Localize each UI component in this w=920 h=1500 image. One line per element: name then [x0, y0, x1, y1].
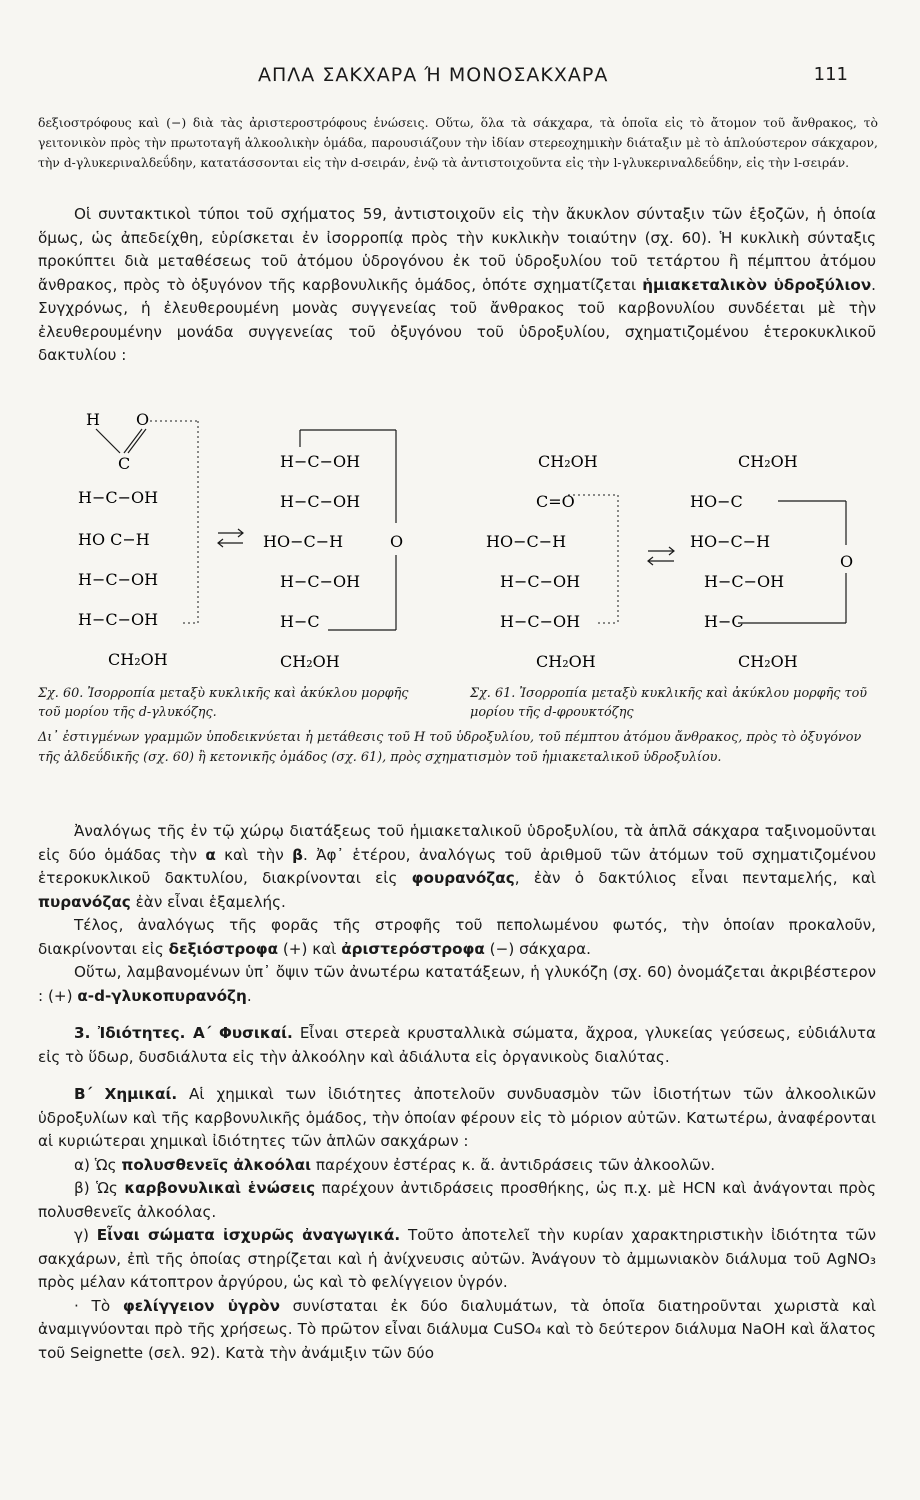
para-rotation: [38, 914, 876, 961]
text: , ἐὰν ὁ δακτύλιος εἶναι πενταμελής, καὶ: [514, 869, 876, 887]
text: (−) σάκχαρα.: [484, 939, 591, 958]
row-5: H−C−OH: [500, 612, 581, 631]
term-pyranose: πυρανόζας: [38, 892, 131, 911]
section-heading-chemical: Β΄ Χημικαί.: [74, 1085, 178, 1103]
para-classification: [38, 820, 876, 914]
term-carbonyl-compounds: καρβονυλικαὶ ἑνώσεις: [124, 1179, 316, 1197]
text: παρέχουν ἐστέρας κ. ἄ. ἀντιδράσεις τῶν ἀλκοολῶν.: [311, 1155, 716, 1174]
carbon-1: C: [118, 454, 131, 473]
text: · Τὸ: [74, 1296, 123, 1315]
row-6: CH₂OH: [536, 652, 596, 671]
row-4: H−C−OH: [500, 572, 581, 591]
ring-row-3: HO−C−H: [690, 532, 771, 551]
atom-o: O: [136, 410, 150, 429]
ring-row-1: CH₂OH: [738, 452, 798, 471]
atom-h: H: [86, 410, 100, 429]
formula-diagram: [38, 405, 878, 675]
term-beta: β: [292, 845, 303, 864]
text: .: [246, 986, 252, 1005]
ring-row-6: CH₂OH: [738, 652, 798, 671]
row-2: C=O: [536, 492, 575, 511]
para-physical-properties: [38, 1022, 876, 1069]
text: Τέλος, ἀναλόγως τῆς φορᾶς τῆς στροφῆς τοῦ πεπολωμένου φωτός, τὴν ὁποίαν προκαλοῦν, διακρίνονται εἰς: [38, 916, 876, 958]
list-item-c: [38, 1224, 876, 1295]
text: Τοῦτο ἀποτελεῖ τὴν κυρίαν χαρακτηριστικὴν ἰδιότητα τῶν σακχάρων, ἐπὶ τῆς ὁποίας στηρίζεται καὶ ἡ ἀνίχνευσις αὐτῶν. Ἀνάγουν τὸ ἀμμωνιακὸν διάλυμα τοῦ AgNO₃ πρὸς μέλαν κάτοπτρον ἀργύρου, ὡς καὶ τὸ φελίγγειον ὑγρόν.: [38, 1226, 876, 1291]
row-3: HO C−H: [78, 530, 150, 549]
text: β) Ὡς: [74, 1179, 125, 1197]
term-reducing: Εἶναι σώματα ἰσχυρῶς ἀναγωγικά.: [96, 1226, 401, 1244]
caption-figure-60: Σχ. 60. Ἰσορροπία μεταξὺ κυκλικῆς καὶ ἀκύκλου μορφῆς τοῦ μορίου τῆς d-γλυκόζης.: [38, 686, 409, 720]
para-fehling: [38, 1295, 876, 1366]
row-3: HO−C−H: [486, 532, 567, 551]
text: συνίσταται ἐκ δύο διαλυμάτων, τὰ ὁποῖα διατηροῦνται χωριστὰ καὶ ἀναμιγνύονται πρὸ τῆς χρήσεως. Τὸ πρῶτον εἶναι διάλυμα CuSO₄ καὶ τὸ δεύτερον διάλυμα NaOH καὶ ἅλατος τοῦ Seignette (σελ. 92). Κατὰ τὴν ἀνάμιξιν τῶν δύο: [38, 1296, 876, 1362]
row-4: H−C−OH: [78, 570, 159, 589]
figure-60-open-chain: [78, 410, 198, 669]
text: Ἀναλόγως τῆς ἐν τῷ χώρῳ διατάξεως τοῦ ἡμιακεταλικοῦ ὑδροξυλίου, τὰ ἁπλᾶ σάκχαρα ταξινομοῦνται εἰς δύο ὁμάδας τὴν: [38, 822, 876, 864]
ring-row-1: H−C−OH: [280, 452, 361, 471]
term-alpha: α: [205, 845, 216, 864]
row-6: CH₂OH: [108, 650, 168, 669]
text: α) Ὡς: [74, 1155, 122, 1174]
text: ἐὰν εἶναι ἑξαμελής.: [130, 892, 286, 911]
term-dextrorotatory: δεξιόστροφα: [168, 939, 279, 958]
text: καὶ τὴν: [215, 845, 293, 864]
text: Οἱ συντακτικοὶ τύποι τοῦ σχήματος 59, ἀντιστοιχοῦν εἰς τὴν ἄκυκλον σύνταξιν τῶν ἑξοζῶν, ἡ ὁποία ὅμως, ὡς ἀπεδείχθη, εὑρίσκεται ἐν ἰσορροπίᾳ πρὸς τὴν κυκλικὴν τοιαύτην (σχ. 60). Ἡ κυκλικὴ σύνταξις προκύπτει διὰ μεταθέσεως τοῦ ἀτόμου ὑδρογόνου ἐκ τοῦ ὑδροξυλίου τοῦ τετάρτου ἢ πέμπτου ἀτόμου ἄνθρακος, πρὸς τὸ ὀξυγόνον τῆς καρβονυλικῆς ὁμάδος, ὁπότε σχηματίζεται: [38, 205, 876, 294]
text: γ): [74, 1226, 97, 1244]
running-title: ΑΠΛΑ ΣΑΚΧΑΡΑ Ή ΜΟΝΟΣΑΚΧΑΡΑ: [258, 64, 609, 86]
row-1: CH₂OH: [538, 452, 598, 471]
list-item-a: [38, 1154, 876, 1178]
text: παρέχουν ἀντιδράσεις προσθήκης, ὡς π.χ. μὲ HCN καὶ ἀνάγονται πρὸς πολυσθενεῖς ἀλκοόλας.: [38, 1179, 876, 1221]
structural-formulas: [38, 405, 878, 679]
list-item-b: [38, 1177, 876, 1224]
text: Αἱ χημικαὶ των ἰδιότητες ἀποτελοῦν συνδυασμὸν τῶν ἰδιοτήτων τῶν ἀλκοολικῶν ὑδροξυλίων καὶ τῆς καρβονυλικῆς ὁμάδος, τὴν ὁποίαν φέρουν εἰς τὸ μόριον αὐτῶν. Κατωτέρω, ἀναφέρονται αἱ κυριώτεραι χημικαὶ ἰδιότητες τῶν ἁπλῶν σακχάρων :: [38, 1085, 876, 1150]
ring-row-4: H−C−OH: [704, 572, 785, 591]
caption-figure-61: Σχ. 61. Ἰσορροπία μεταξὺ κυκλικῆς καὶ ἀκύκλου μορφῆς τοῦ μορίου τῆς d-φρουκτόζης: [470, 686, 868, 720]
term-glucopyranose: α-d-γλυκοπυρανόζη: [77, 986, 247, 1005]
para-glucose-name: [38, 961, 876, 1008]
page-header: [0, 64, 920, 94]
section-heading-physical: 3. Ἰδιότητες. Α΄ Φυσικαί.: [74, 1024, 293, 1042]
para-cyclic-structure: [38, 203, 876, 368]
row-2: H−C−OH: [78, 488, 159, 507]
main-text-lower: [38, 820, 876, 1365]
text: (+) καὶ: [278, 939, 342, 958]
text: . Συγχρόνως, ἡ ἐλευθερουμένη μονὰς συγγενείας τοῦ ἄνθρακος τοῦ καρβονυλίου συνδέεται μὲ τὴν ἐλευθερουμένην μονάδα συγγενείας τοῦ ὀξυγόνου τοῦ ὑδροξυλίου, σχηματιζομένου ἑτεροκυκλικοῦ δακτυλίου :: [38, 275, 876, 364]
ring-row-4: H−C−OH: [280, 572, 361, 591]
term-polyhydric-alcohols: πολυσθενεῖς ἀλκοόλαι: [121, 1155, 312, 1174]
para-chemical-properties: [38, 1083, 876, 1154]
ring-row-5: H−C: [704, 612, 744, 631]
ring-oxygen: O: [390, 532, 404, 551]
text: . Ἀφ᾽ ἑτέρου, ἀναλόγως τοῦ ἀριθμοῦ τῶν ἀτόμων τοῦ σχηματιζομένου ἑτεροκυκλικοῦ δακτυλίου, διακρίνονται εἰς: [38, 845, 876, 887]
text: Οὕτω, λαμβανομένων ὑπ᾽ ὄψιν τῶν ἀνωτέρω κατατάξεων, ἡ γλυκόζη (σχ. 60) ὀνομάζεται ἀκριβέστερον : (+): [38, 963, 876, 1005]
ring-row-5: H−C: [280, 612, 320, 631]
equilibrium-arrows-60: [218, 529, 243, 547]
term-hemiacetal: ἡμιακεταλικὸν ὑδροξύλιον: [642, 275, 872, 294]
ring-row-6: CH₂OH: [280, 652, 340, 671]
term-furanose: φουρανόζας: [411, 869, 515, 887]
ring-oxygen: O: [840, 552, 854, 571]
ring-row-2: HO−C: [690, 492, 743, 511]
ring-row-3: HO−C−H: [263, 532, 344, 551]
dotted-line-note: Δι᾽ ἐστιγμένων γραμμῶν ὑποδεικνύεται ἡ μετάθεσις τοῦ Η τοῦ ὑδροξυλίου, τοῦ πέμπτου ἀτόμου ἄνθρακος, πρὸς τὸ ὀξυγόνον τῆς ἀλδεΰδικῆς (σχ. 60) ἢ κετονικῆς ὁμάδος (σχ. 61), πρὸς σχηματισμὸν τοῦ ἡμιακεταλικοῦ ὑδροξυλίου.: [38, 730, 862, 765]
term-fehling: φελίγγειον ὑγρὸν: [122, 1296, 280, 1315]
figure-60-cyclic: [263, 430, 403, 671]
row-5: H−C−OH: [78, 610, 159, 629]
ring-row-2: H−C−OH: [280, 492, 361, 511]
page-number: 111: [813, 64, 848, 85]
figure-61-open-chain: [486, 452, 618, 671]
equilibrium-arrows-61: [648, 547, 674, 565]
term-levorotatory: ἀριστερόστροφα: [341, 939, 485, 958]
figure-61-cyclic: [690, 452, 853, 671]
intro-small-paragraph: δεξιοστρόφους καὶ (−) διὰ τὰς ἀριστεροστρόφους ἑνώσεις. Οὕτω, ὅλα τὰ σάκχαρα, τὰ ὁποῖα εἰς τὸ ἄτομον τοῦ ἄνθρακος, τὸ γειτονικὸν πρὸς τὴν πρωτοταγῆ ἀλκοολικὴν ὁμάδα, παρουσιάζουν τὴν ἰδίαν στερεοχημικὴν διάταξιν μὲ τὸ ἁπλούστερον σάκχαρον, τὴν d-γλυκεριναλδεΰδην, κατατάσσονται εἰς τὴν d-σειράν, ἐνῷ τὰ ἀντιστοιχοῦντα εἰς τὴν l-γλυκεριναλδεΰδην, εἰς τὴν l-σειράν.: [38, 115, 878, 170]
text: Εἶναι στερεὰ κρυσταλλικὰ σώματα, ἄχροα, γλυκείας γεύσεως, εὐδιάλυτα εἰς τὸ ὕδωρ, δυσδιάλυτα εἰς τὴν ἀλκοόλην καὶ ἀδιάλυτα εἰς ὀργανικοὺς διαλύτας.: [38, 1024, 876, 1066]
